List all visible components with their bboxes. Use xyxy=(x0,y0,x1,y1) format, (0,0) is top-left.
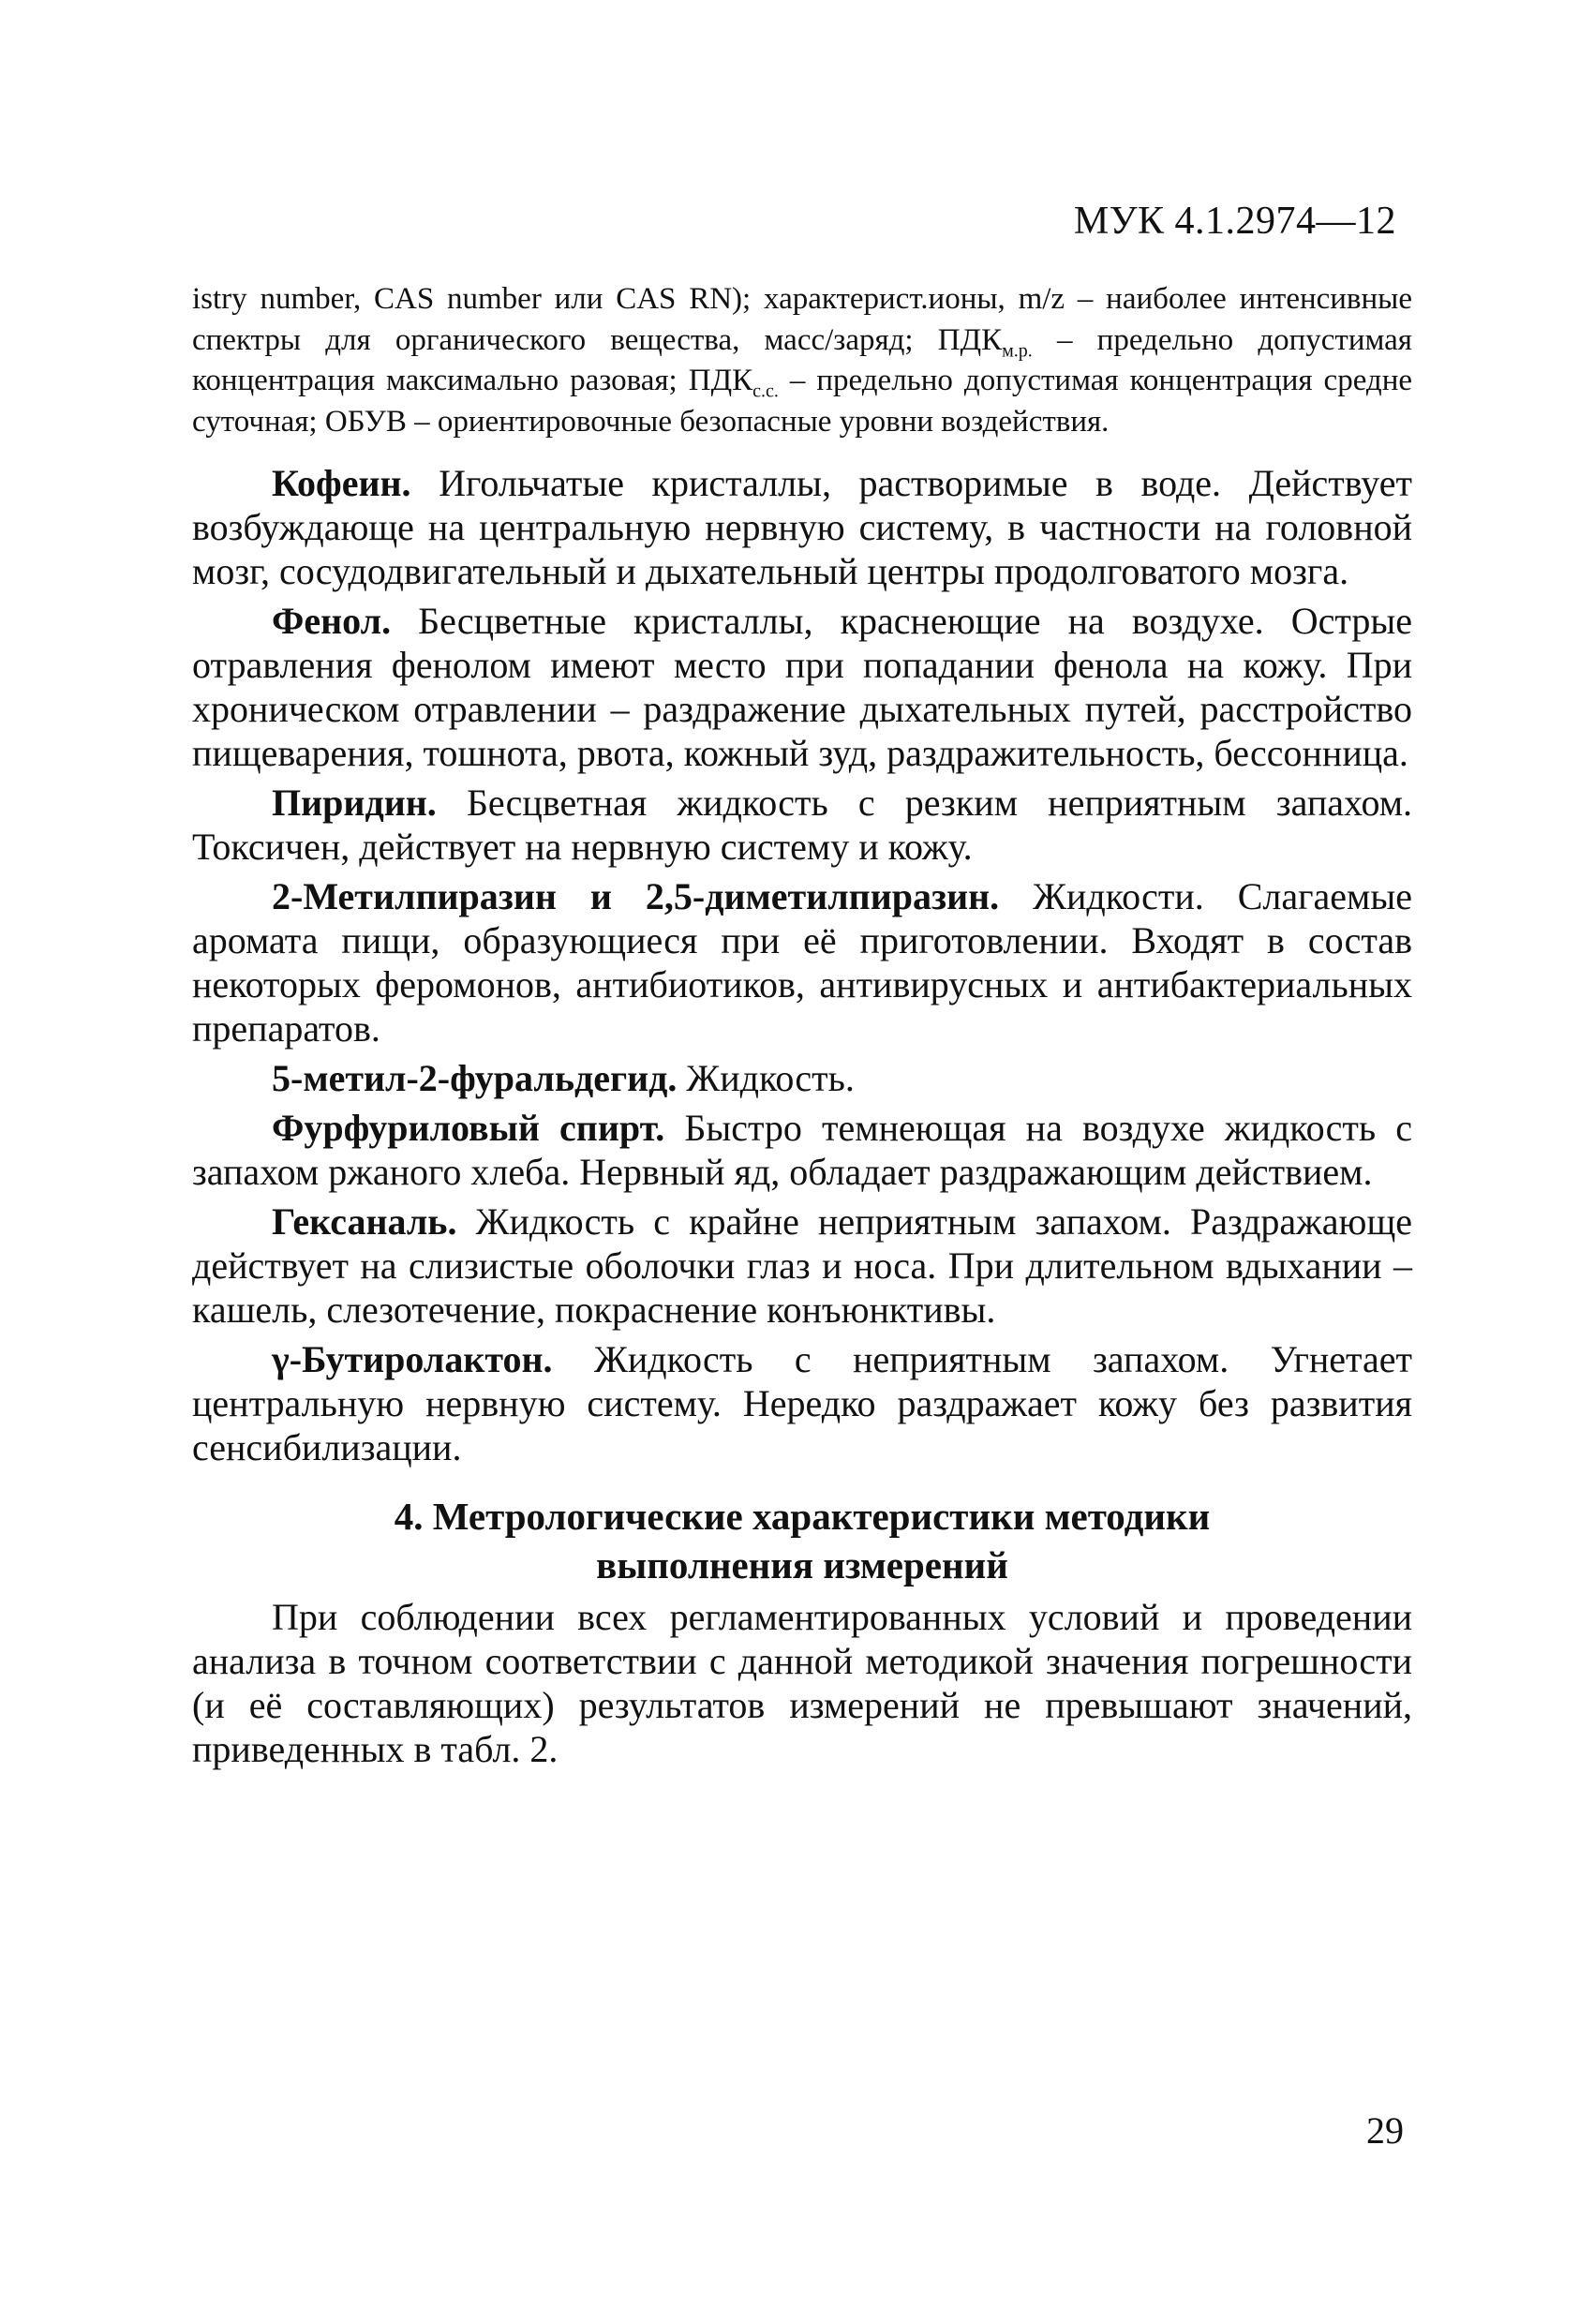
substance-description: Жидкости. Слагаемые аромата пищи, образующиеся при её приготовлении. Входят в состав некоторых феромонов, антибиотиков, антивирусных и антибактериальных препаратов. xyxy=(192,875,1412,1050)
document-code-header: МУК 4.1.2974—12 xyxy=(1073,200,1396,243)
abbreviation-subscript-ss: с.с. xyxy=(752,380,779,402)
section-4-paragraph: При соблюдении всех регламентированных условий и проведении анализа в точном соответствии с данной методикой значения погрешности (и её составляющих) результатов измерений не превышают значений, приведенных в табл. 2. xyxy=(192,1596,1412,1771)
substance-term: γ-Бутиролактон. xyxy=(272,1338,553,1381)
substance-entry-pyridine xyxy=(192,781,1412,869)
substance-description: Быстро темнеющая на воздухе жидкость с запахом ржаного хлеба. Нервный яд, обладает раздражающим действием. xyxy=(192,1107,1413,1194)
substance-entry-caffeine xyxy=(192,461,1412,593)
substance-entry-furfuryl-alcohol xyxy=(192,1106,1412,1194)
abbreviations-paragraph xyxy=(192,279,1412,442)
abbreviations-text-part2: – предельно допустимая концентрация максимально разовая; ПДК xyxy=(192,322,1412,398)
substance-term: Фурфуриловый спирт. xyxy=(272,1107,665,1150)
substance-entry-phenol xyxy=(192,599,1412,775)
section-4-heading xyxy=(192,1492,1412,1589)
substance-term: 2-Метилпиразин и 2,5-диметилпиразин. xyxy=(272,875,1000,918)
substance-entry-hexanal xyxy=(192,1199,1412,1332)
abbreviations-text-part1: istry number, CAS number или CAS RN); характерист.ионы, m/z – наиболее интенсивные спектры для органического вещества, масс/заряд; ПДК xyxy=(192,282,1412,357)
substance-entry-methylfurfural xyxy=(192,1056,1412,1100)
substance-term: Пиридин. xyxy=(272,782,437,825)
substance-term: Фенол. xyxy=(272,600,392,643)
abbreviation-subscript-mr: м.р. xyxy=(1002,340,1033,362)
substance-description: Жидкость с неприятным запахом. Угнетает центральную нервную систему. Нередко раздражает кожу без развития сенсибилизации. xyxy=(192,1338,1412,1469)
substance-term: 5-метил-2-фуральдегид. xyxy=(272,1057,678,1100)
substance-description: Игольчатые кристаллы, растворимые в воде. Действует возбуждающе на центральную нервную систему, в частности на головной мозг, сосудодвигательный и дыхательный центры продолговатого мозга. xyxy=(192,462,1412,593)
substance-description: Жидкость. xyxy=(677,1057,855,1100)
page-body xyxy=(192,279,1412,1777)
abbreviations-text-part3: – предельно допустимая концентрация средне суточная; ОБУВ – ориентировочные безопасные уровни воздействия. xyxy=(192,364,1413,439)
substance-term: Кофеин. xyxy=(272,462,411,505)
substance-entry-butyrolactone xyxy=(192,1337,1412,1469)
substance-description: Жидкость с крайне неприятным запахом. Раздражающе действует на слизистые оболочки глаз и носа. При длительном вдыхании – кашель, слезотечение, покраснение конъюнктивы. xyxy=(192,1200,1412,1332)
substance-entry-methylpyrazine xyxy=(192,874,1412,1050)
substance-term: Гексаналь. xyxy=(272,1200,457,1244)
section-4-heading-line2: выполнения измерений xyxy=(596,1543,1008,1587)
substance-description: Бесцветная жидкость с резким неприятным запахом. Токсичен, действует на нервную систему и кожу. xyxy=(192,782,1412,869)
substance-description: Бесцветные кристаллы, краснеющие на воздухе. Острые отравления фенолом имеют место при попадании фенола на кожу. При хроническом отравлении – раздражение дыхательных путей, расстройство пищеварения, тошнота, рвота, кожный зуд, раздражительность, бессонница. xyxy=(192,600,1412,775)
section-4-heading-line1: 4. Метрологические характеристики методики xyxy=(394,1495,1211,1539)
page-number: 29 xyxy=(1366,2109,1404,2152)
